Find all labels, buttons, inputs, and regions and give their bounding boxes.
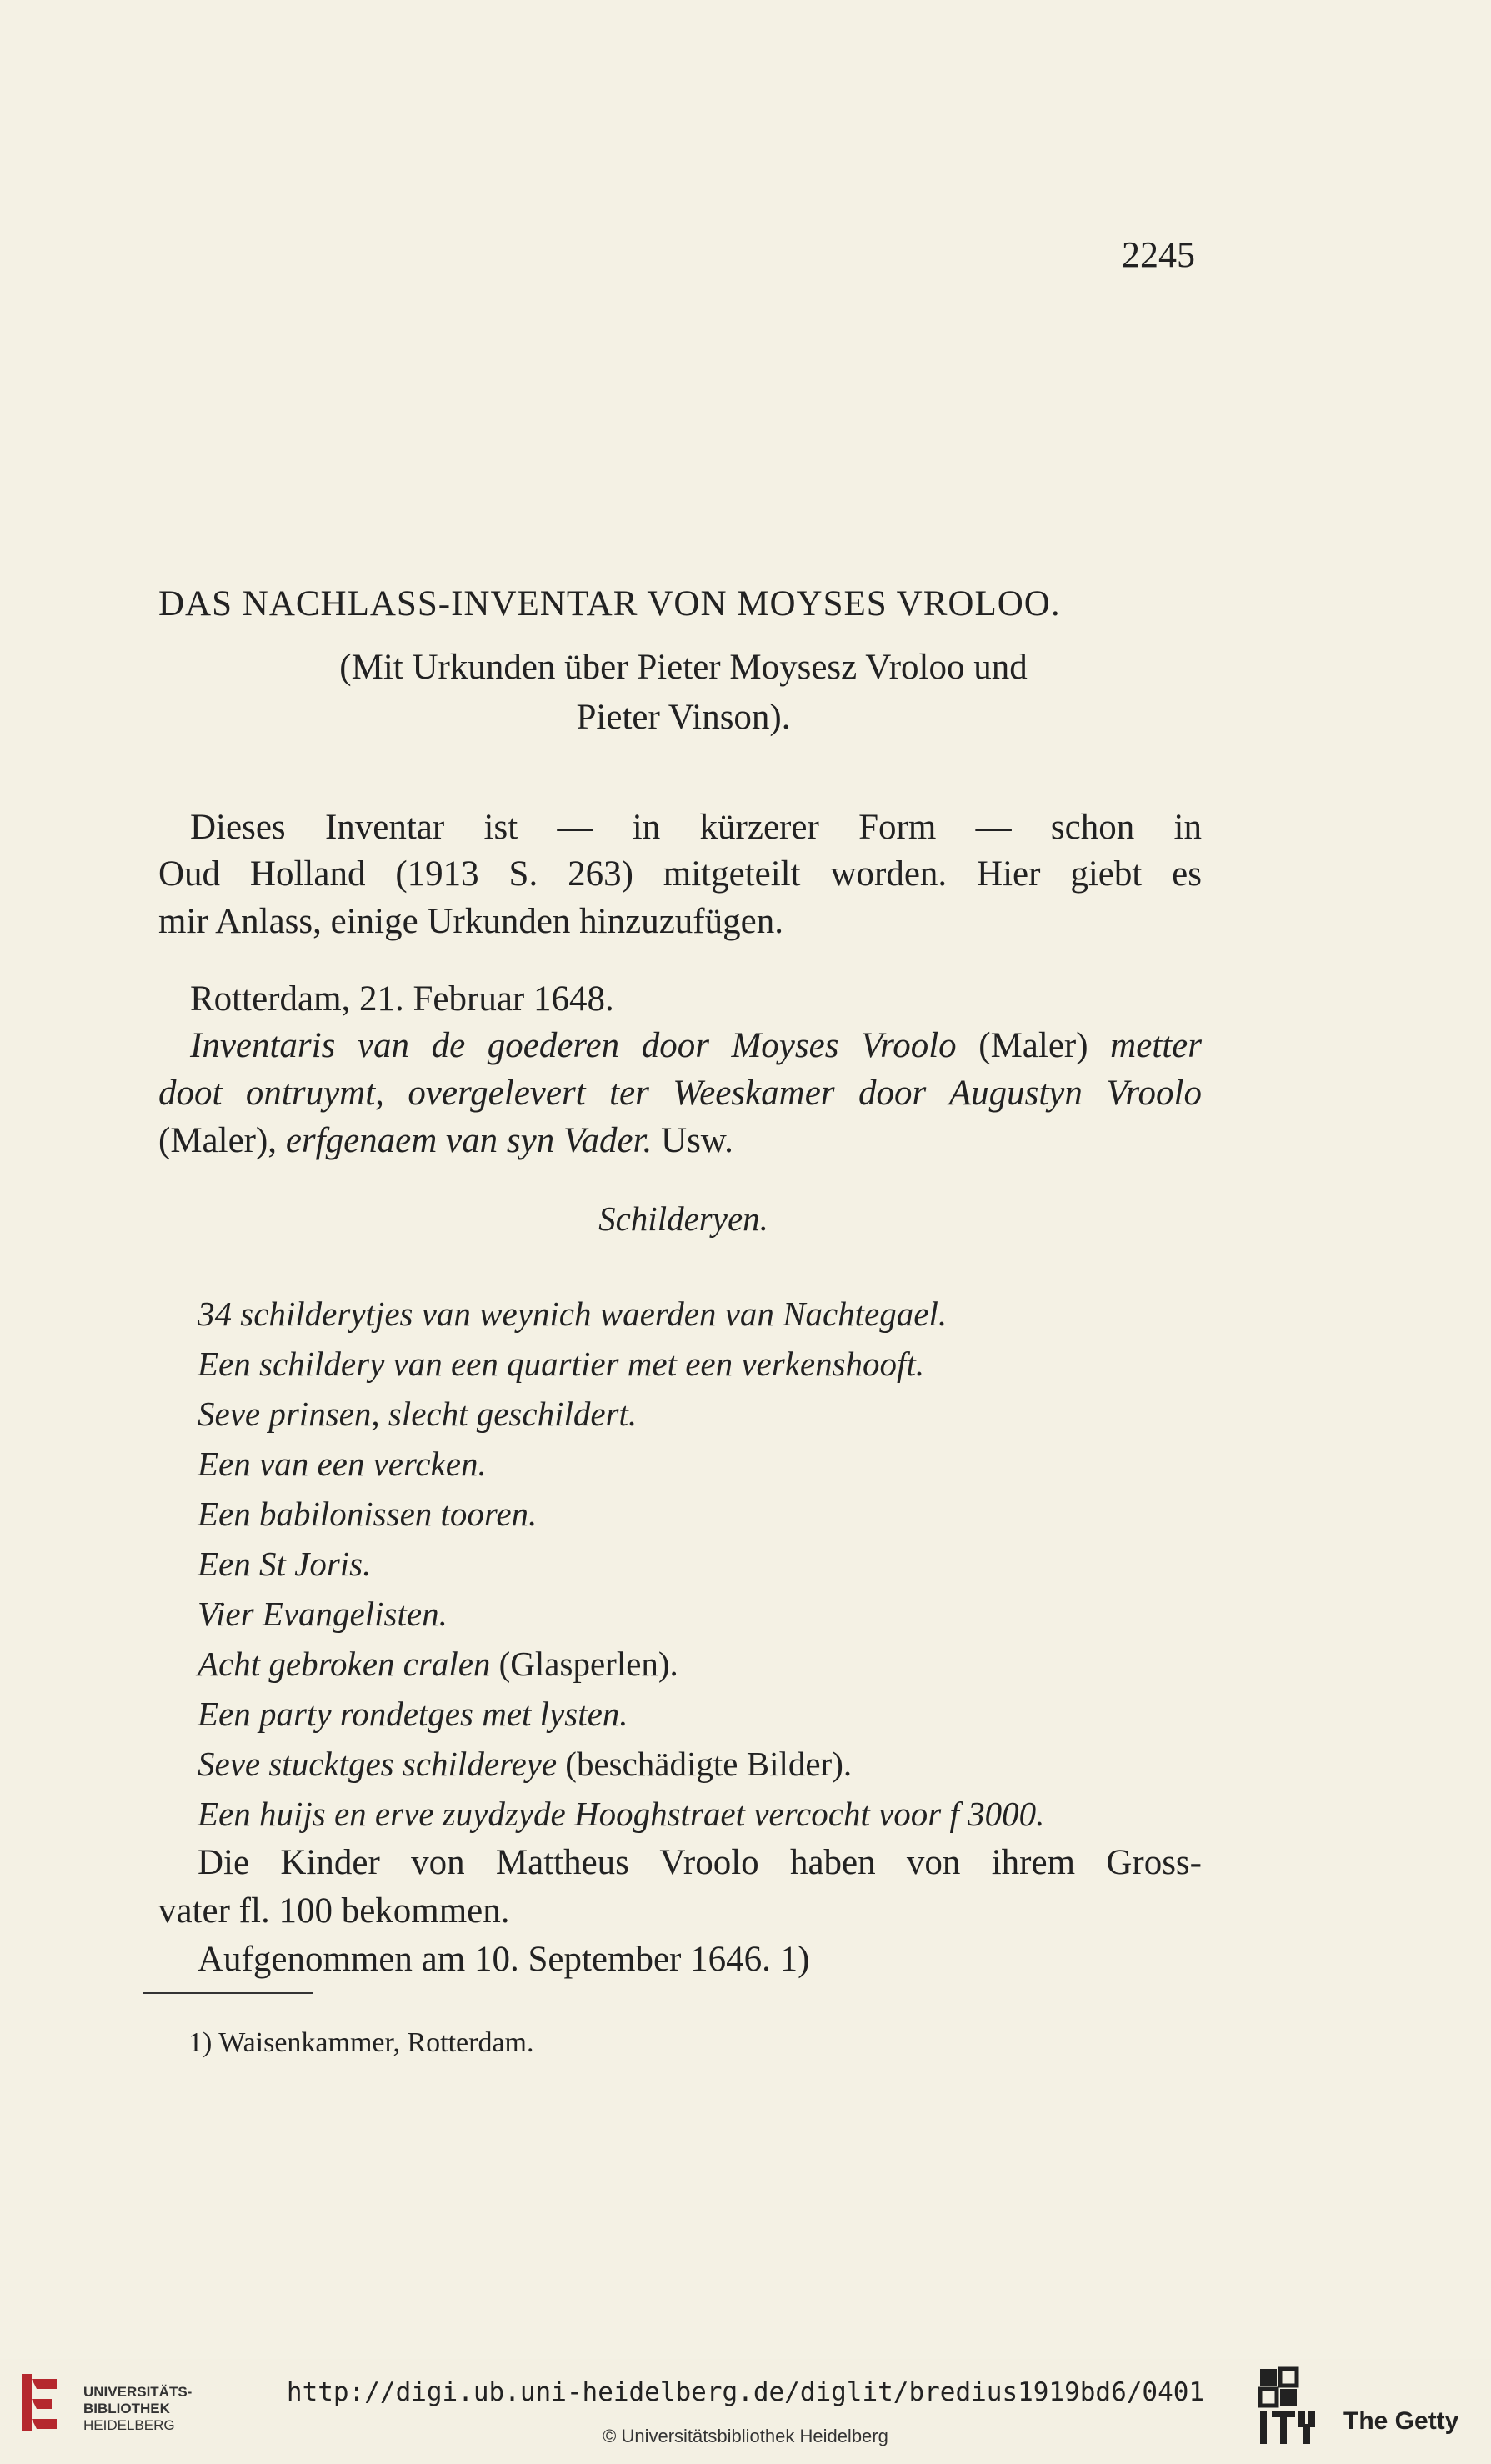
inventory-line-1-italic: Inventaris van de goederen door Moyses Vroolo <box>190 1026 957 1065</box>
getty-logo-icon[interactable] <box>1257 2366 1317 2449</box>
list-item: 34 schilderytjes van weynich waerden van Nachtegael. <box>198 1295 948 1333</box>
page-number: 2245 <box>1122 234 1195 275</box>
footnote-rule <box>143 1992 313 1994</box>
inventory-line-3-italic: erfgenaem van syn Vader. <box>285 1121 653 1160</box>
inventory-line-1-end: metter <box>1110 1026 1202 1065</box>
list-item: Seve prinsen, slecht geschildert. <box>198 1395 638 1433</box>
closing-line-2: vater fl. 100 bekommen. <box>158 1891 510 1931</box>
list-item: Een St Joris. <box>198 1545 372 1583</box>
list-item: Een van een vercken. <box>198 1445 487 1483</box>
library-line-2: BIBLIOTHEK <box>83 2401 170 2416</box>
inventory-line-1 <box>190 1025 1202 1066</box>
list-item: Acht gebroken cralen (Glasperlen). <box>198 1645 678 1683</box>
inventory-line-3-end: Usw. <box>652 1121 733 1160</box>
list-item: Seve stucktges schildereye (beschädigte Bilder). <box>198 1745 853 1783</box>
inventory-line-2 <box>158 1073 1202 1114</box>
list-item: Een huijs en erve zuydzyde Hooghstraet vercocht voor f 3000. <box>198 1795 1045 1833</box>
permalink-url[interactable]: http://digi.ub.uni-heidelberg.de/diglit/bredius1919bd6/0401 <box>286 2377 1205 2407</box>
intro-line-1: Dieses Inventar ist — in kürzerer Form — schon in <box>190 808 1202 847</box>
inventory-line-1-normal: (Maler) <box>956 1026 1111 1065</box>
date-line: Rotterdam, 21. Februar 1648. <box>190 979 614 1019</box>
article-subtitle-line-2: Pieter Vinson). <box>576 698 791 737</box>
section-heading: Schilderyen. <box>598 1199 768 1238</box>
library-line-1: UNIVERSITÄTS- <box>83 2384 193 2400</box>
closing-line-1: Die Kinder von Mattheus Vroolo haben von ihrem Gross- <box>198 1843 1202 1882</box>
intro-line-2: Oud Holland (1913 S. 263) mitgeteilt worden. Hier giebt es <box>158 854 1202 894</box>
library-line-3: HEIDELBERG <box>83 2417 175 2433</box>
list-item: Een babilonissen tooren. <box>198 1495 538 1533</box>
list-item: Vier Evangelisten. <box>198 1595 448 1633</box>
article-subtitle-line-1: (Mit Urkunden über Pieter Moysesz Vroloo und <box>339 648 1028 687</box>
footnote: 1) Waisenkammer, Rotterdam. <box>188 2027 534 2058</box>
closing-line-3: Aufgenommen am 10. September 1646. 1) <box>198 1940 810 1979</box>
list-item: Een schildery van een quartier met een verkenshooft. <box>198 1345 925 1383</box>
list-item: Een party rondetges met lysten. <box>198 1695 628 1733</box>
inventory-line-3 <box>158 1120 733 1161</box>
inventory-line-3-normal: (Maler), <box>158 1121 286 1160</box>
copyright-text: © Universitätsbibliothek Heidelberg <box>603 2426 888 2446</box>
inventory-line-2-italic: doot ontruymt, overgelevert ter Weeskamer door Augustyn Vroolo <box>158 1074 1202 1113</box>
intro-line-3: mir Anlass, einige Urkunden hinzuzufügen. <box>158 902 783 941</box>
article-title: DAS NACHLASS-INVENTAR VON MOYSES VROLOO. <box>158 584 1061 624</box>
partner-name: The Getty <box>1343 2407 1459 2435</box>
